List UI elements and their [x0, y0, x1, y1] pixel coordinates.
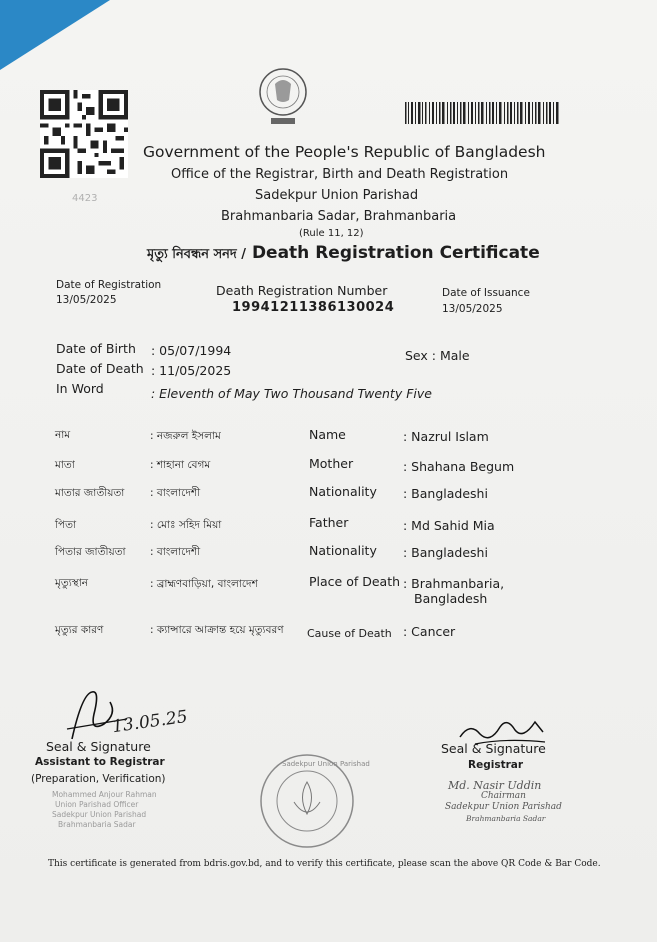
bn-mother-value: : শাহানা বেগম: [150, 459, 211, 471]
qr-code-icon: [40, 90, 128, 178]
barcode-icon: [405, 102, 560, 124]
registration-date-value: 13/05/2025: [56, 294, 117, 306]
verification-footer: This certificate is generated from bdris.gov.bd, and to verify this certificate, please scan the above QR Code & Bar Code.: [48, 859, 601, 869]
dod-value: : 11/05/2025: [151, 363, 232, 378]
bn-father-label: পিতা: [55, 519, 77, 531]
bn-father-nationality-value: : বাংলাদেশী: [150, 546, 201, 558]
registration-number-value: 19941211386130024: [232, 300, 395, 315]
bn-place-of-death-value: : ব্রাহ্মণবাড়িয়া, বাংলাদেশ: [150, 578, 258, 590]
dob-value: : 05/07/1994: [151, 343, 232, 358]
registrar-title: Chairman: [481, 791, 526, 801]
registration-date-label: Date of Registration: [56, 279, 162, 291]
mother-label: Mother: [309, 456, 354, 471]
blue-corner-decoration: [0, 0, 110, 70]
government-heading: Government of the People's Republic of Bangladesh: [143, 143, 546, 161]
location-heading: Brahmanbaria Sadar, Brahmanbaria: [221, 209, 457, 224]
left-seal-signature-label: Seal & Signature: [46, 739, 151, 754]
bn-place-of-death-label: মৃত্যুস্থান: [55, 577, 89, 589]
registrar-name: Md. Nasir Uddin: [448, 779, 542, 792]
title-en: Death Registration Certificate: [251, 243, 540, 263]
round-seal-text: Sadekpur Union Parishad: [282, 760, 370, 768]
bn-mother-nationality-value: : বাংলাদেশী: [150, 487, 201, 499]
bn-cause-of-death-label: মৃত্যুর কারণ: [55, 624, 104, 636]
registrar-place: Brahmanbaria Sadar: [466, 814, 546, 823]
handwritten-note: 4423: [72, 193, 98, 204]
mother-value: : Shahana Begum: [403, 459, 515, 474]
mother-nationality-label: Nationality: [309, 484, 377, 499]
bn-mother-nationality-label: মাতার জাতীয়তা: [55, 487, 125, 499]
bn-mother-label: মাতা: [55, 459, 75, 471]
mother-nationality-value: : Bangladeshi: [403, 486, 488, 501]
name-value: : Nazrul Islam: [403, 429, 489, 444]
assistant-registrar-label: Assistant to Registrar: [35, 756, 165, 768]
preparation-verification-label: (Preparation, Verification): [31, 773, 166, 785]
registrar-label: Registrar: [468, 759, 524, 771]
title-bn: মৃত্যু নিবন্ধন সনদ /: [147, 247, 247, 262]
left-stamp-line-2: Union Parishad Officer: [55, 800, 139, 809]
father-value: : Md Sahid Mia: [403, 518, 495, 533]
left-signed-date: 13.05.25: [110, 706, 189, 738]
left-stamp-line-4: Brahmanbaria Sadar: [58, 820, 136, 829]
union-heading: Sadekpur Union Parishad: [255, 188, 419, 203]
issuance-date-value: 13/05/2025: [442, 303, 503, 315]
government-emblem-icon: [257, 62, 309, 132]
name-label: Name: [309, 427, 346, 442]
cause-of-death-value: : Cancer: [403, 624, 456, 639]
inword-label: In Word: [56, 381, 104, 396]
dob-label: Date of Birth: [56, 341, 136, 356]
certificate-title: [147, 243, 540, 266]
right-seal-signature-label: Seal & Signature: [441, 741, 546, 756]
sex-value: Sex : Male: [405, 348, 470, 363]
dod-label: Date of Death: [56, 361, 144, 376]
bn-father-nationality-label: পিতার জাতীয়তা: [55, 546, 126, 558]
place-of-death-value: : Brahmanbaria,: [403, 576, 505, 591]
place-of-death-value-line2: Bangladesh: [414, 591, 488, 606]
place-of-death-label: Place of Death: [309, 574, 401, 589]
bn-name-label: নাম: [55, 429, 71, 441]
bn-father-value: : মোঃ সহিদ মিয়া: [150, 519, 222, 531]
left-stamp-line-1: Mohammed Anjour Rahman: [52, 790, 157, 799]
father-nationality-label: Nationality: [309, 543, 377, 558]
registrar-union: Sadekpur Union Parishad: [445, 802, 562, 812]
office-heading: Office of the Registrar, Birth and Death Registration: [171, 167, 509, 182]
left-stamp-line-3: Sadekpur Union Parishad: [52, 810, 147, 819]
inword-value: : Eleventh of May Two Thousand Twenty Five: [151, 386, 432, 401]
registration-number-label: Death Registration Number: [216, 283, 388, 298]
issuance-date-label: Date of Issuance: [442, 287, 530, 299]
cause-of-death-label: Cause of Death: [307, 627, 392, 640]
bn-name-value: : নজরুল ইসলাম: [150, 430, 221, 442]
bn-cause-of-death-value: : ক্যান্সারে আক্রান্ত হয়ে মৃত্যুবরণ: [150, 624, 284, 636]
father-nationality-value: : Bangladeshi: [403, 545, 488, 560]
rule-reference: (Rule 11, 12): [299, 228, 364, 239]
father-label: Father: [309, 515, 349, 530]
